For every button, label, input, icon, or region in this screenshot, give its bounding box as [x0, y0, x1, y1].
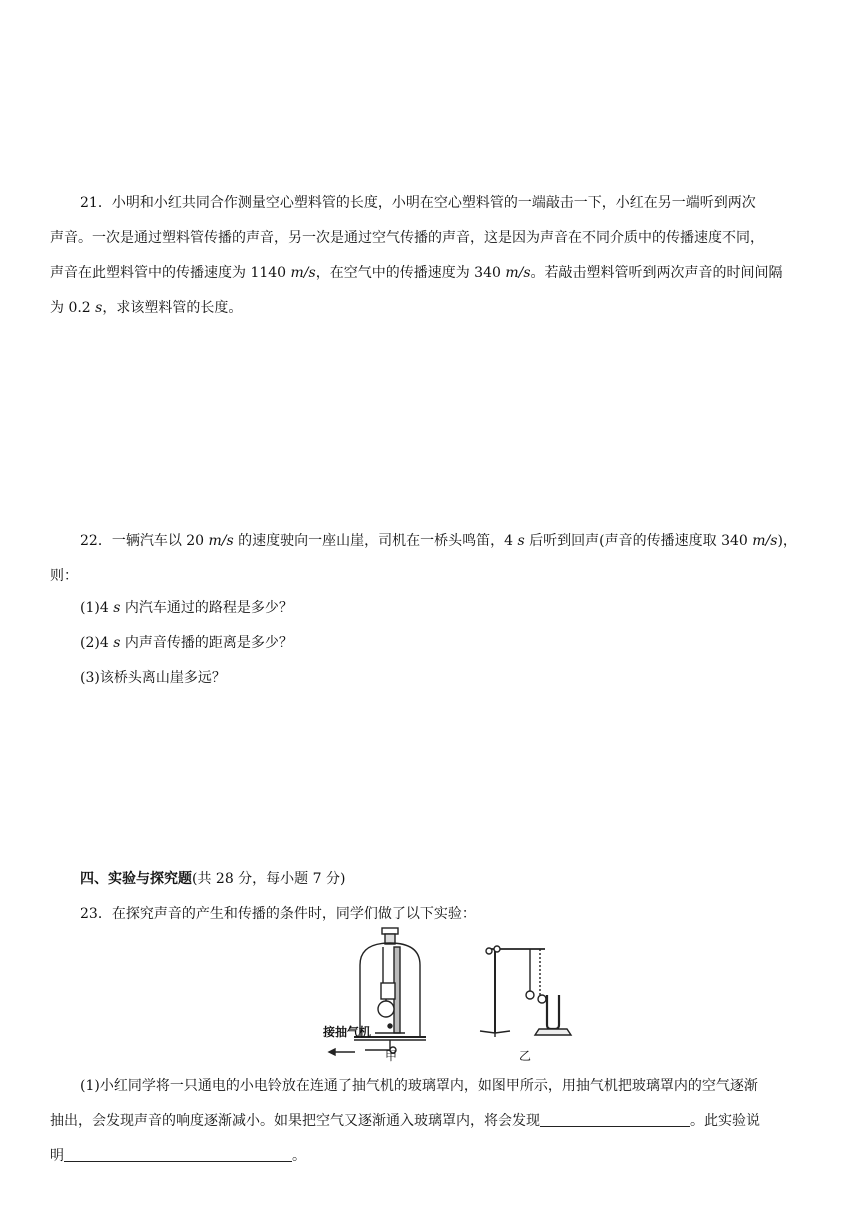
q21-line-2: 声音。一次是通过塑料管传播的声音，另一次是通过空气传播的声音，这是因为声音在不同介质中的传播速度不同， [50, 230, 764, 246]
figure-yi-label: 乙 [519, 1049, 532, 1063]
q23-intro: 23．在探究声音的产生和传播的条件时，同学们做了以下实验： [80, 906, 476, 922]
q23-figure [315, 925, 590, 1065]
q21-line-1: 21．小明和小红共同合作测量空心塑料管的长度，小明在空心塑料管的一端敲击一下，小红在另一端听到两次 [80, 195, 756, 211]
pump-label: 接抽气机 [323, 1025, 372, 1039]
q22-sub-1: (1)4 s 内汽车通过的路程是多少？ [80, 600, 293, 616]
q21-line-4: 为 0.2 s，求该塑料管的长度。 [50, 300, 243, 316]
q22-sub-2: (2)4 s 内声音传播的距离是多少？ [80, 635, 293, 651]
figure-jia-label: 甲 [385, 1049, 398, 1063]
q23-p1-line-2: 抽出，会发现声音的响度逐渐减小。如果把空气又逐渐通入玻璃罩内，将会发现 。此实验说 [50, 1113, 760, 1129]
figure-jia-bell-jar [315, 925, 590, 1065]
q23-p1-line-1: (1)小红同学将一只通电的小电铃放在连通了抽气机的玻璃罩内，如图甲所示，用抽气机把玻璃罩内的空气逐渐 [80, 1078, 758, 1094]
q23-p1-line-3: 明 。 [50, 1148, 306, 1164]
answer-blank-1[interactable] [540, 1112, 690, 1127]
q22-line-2: 则： [50, 568, 78, 584]
q22-sub-3: (3)该桥头离山崖多远？ [80, 670, 226, 686]
answer-blank-2[interactable] [64, 1147, 292, 1162]
section-4-heading: 四、实验与探究题(共 28 分，每小题 7 分) [80, 871, 346, 887]
q22-line-1: 22．一辆汽车以 20 m/s 的速度驶向一座山崖，司机在一桥头鸣笛，4 s 后听到回声(声音的传播速度取 340 m/s)， [80, 533, 797, 549]
q21-line-3: 声音在此塑料管中的传播速度为 1140 m/s，在空气中的传播速度为 340 m/s。若敲击塑料管听到两次声音的时间间隔 [50, 265, 783, 281]
